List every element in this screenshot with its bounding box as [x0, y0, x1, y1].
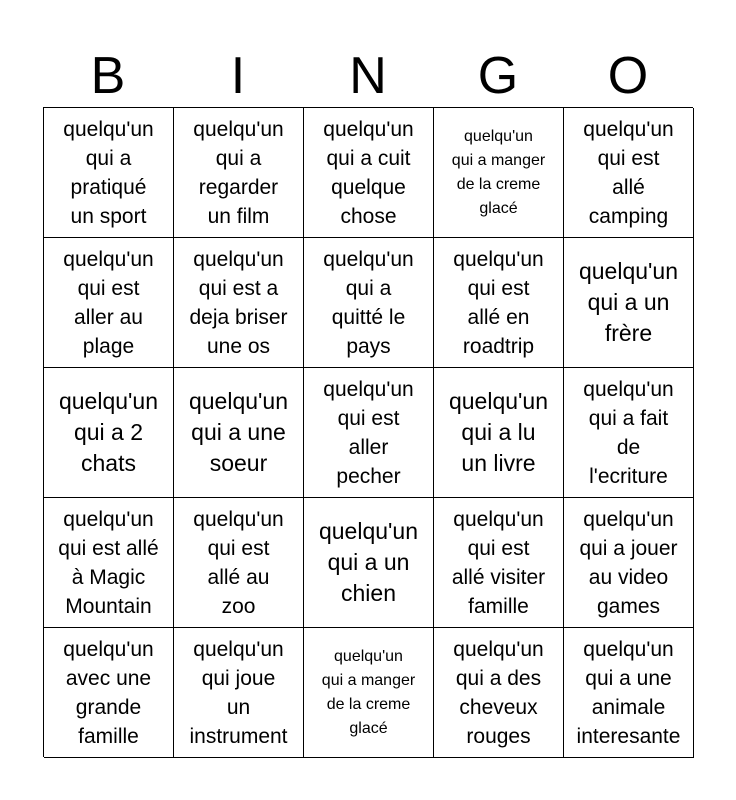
cell-text: quelqu'un qui a quitté le pays — [323, 247, 414, 358]
bingo-cell[interactable] — [44, 498, 174, 628]
cell-text: quelqu'un qui est aller au plage — [63, 247, 154, 358]
bingo-cell[interactable] — [304, 628, 434, 758]
bingo-cell[interactable] — [564, 238, 694, 368]
cell-text: quelqu'un qui a des cheveux rouges — [453, 637, 544, 748]
bingo-cell[interactable] — [44, 108, 174, 238]
bingo-cell[interactable] — [174, 368, 304, 498]
bingo-cell[interactable] — [564, 368, 694, 498]
bingo-cell[interactable] — [174, 108, 304, 238]
header-letter-o: O — [607, 47, 649, 105]
cell-text: quelqu'un qui a lu un livre — [448, 388, 549, 476]
bingo-cell[interactable] — [434, 628, 564, 758]
cell-text: quelqu'un qui a un frère — [578, 258, 679, 346]
cell-text: quelqu'un qui a manger de la creme glacé — [451, 127, 546, 217]
cell-text: quelqu'un qui a regarder un film — [193, 117, 284, 228]
bingo-cell[interactable] — [174, 498, 304, 628]
bingo-header — [43, 46, 693, 106]
bingo-grid — [43, 107, 693, 757]
bingo-cell[interactable] — [434, 498, 564, 628]
bingo-cell[interactable] — [44, 238, 174, 368]
header-letter-n: N — [349, 47, 387, 105]
cell-text: quelqu'un qui a une animale interesante — [576, 637, 681, 748]
bingo-cell[interactable] — [174, 238, 304, 368]
cell-text: quelqu'un qui a fait de l'ecriture — [583, 377, 674, 488]
bingo-cell[interactable] — [564, 498, 694, 628]
cell-text: quelqu'un qui a un chien — [318, 518, 419, 606]
cell-text: quelqu'un qui a manger de la creme glacé — [321, 647, 416, 737]
bingo-cell[interactable] — [434, 238, 564, 368]
cell-text: quelqu'un qui est allé visiter famille — [451, 507, 546, 618]
bingo-cell[interactable] — [434, 108, 564, 238]
cell-text: quelqu'un qui a 2 chats — [58, 388, 159, 476]
bingo-cell[interactable] — [304, 238, 434, 368]
bingo-cell[interactable] — [434, 368, 564, 498]
cell-text: quelqu'un qui est allé au zoo — [193, 507, 284, 618]
header-letter-g: G — [477, 47, 519, 105]
bingo-cell[interactable] — [564, 628, 694, 758]
header-letter-b: B — [90, 47, 126, 105]
cell-text: quelqu'un qui a jouer au video games — [579, 507, 678, 618]
cell-text: quelqu'un qui est aller pecher — [323, 377, 414, 488]
cell-text: quelqu'un qui est a deja briser une os — [189, 247, 288, 358]
cell-text: quelqu'un qui a une soeur — [188, 388, 289, 476]
cell-text: quelqu'un qui est allé camping — [583, 117, 674, 228]
cell-text: quelqu'un qui joue un instrument — [189, 637, 288, 748]
cell-text: quelqu'un qui a pratiqué un sport — [63, 117, 154, 228]
cell-text: quelqu'un qui a cuit quelque chose — [323, 117, 414, 228]
bingo-cell[interactable] — [304, 498, 434, 628]
cell-text: quelqu'un qui est allé à Magic Mountain — [58, 507, 159, 618]
cell-text: quelqu'un avec une grande famille — [63, 637, 154, 748]
bingo-cell[interactable] — [304, 108, 434, 238]
bingo-cell[interactable] — [174, 628, 304, 758]
header-letter-i: I — [230, 47, 246, 105]
bingo-cell[interactable] — [304, 368, 434, 498]
bingo-cell[interactable] — [564, 108, 694, 238]
bingo-cell[interactable] — [44, 628, 174, 758]
bingo-cell[interactable] — [44, 368, 174, 498]
cell-text: quelqu'un qui est allé en roadtrip — [453, 247, 544, 358]
